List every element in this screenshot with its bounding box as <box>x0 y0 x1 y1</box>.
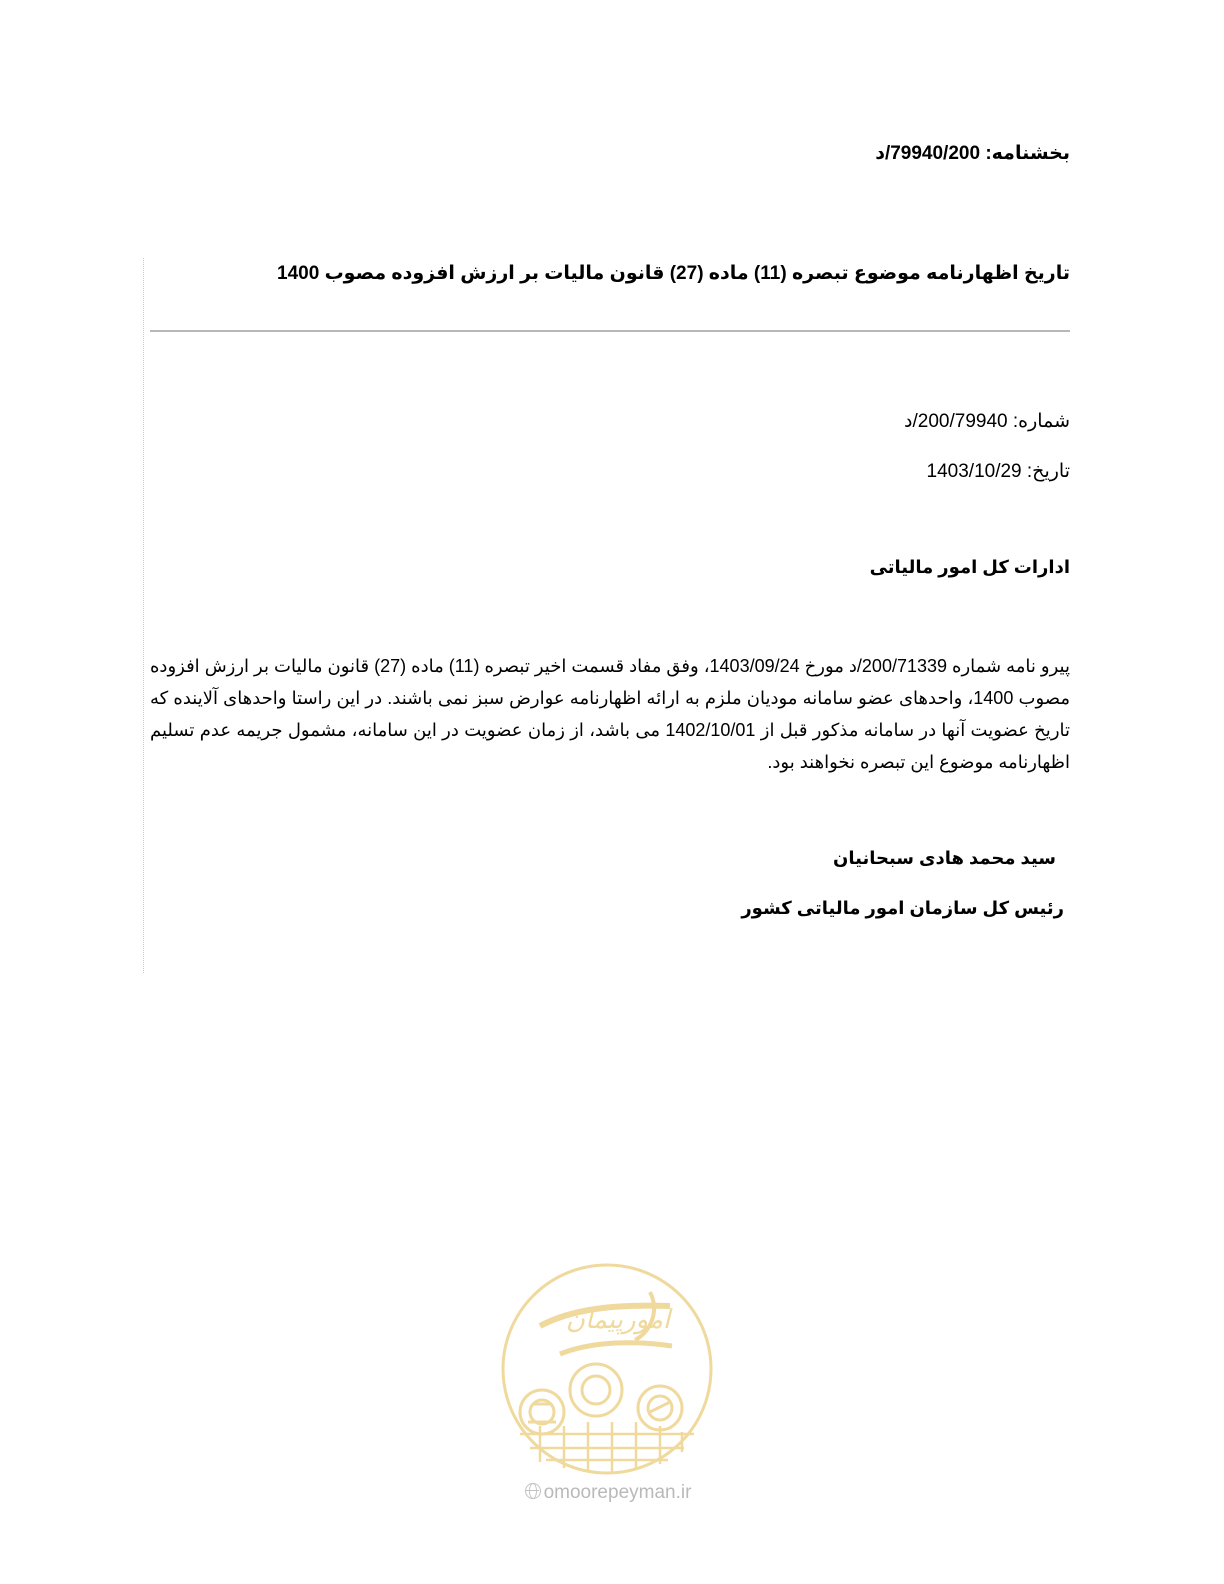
document-title: تاریخ اظهارنامه موضوع تبصره (11) ماده (27) قانون مالیات بر ارزش افزوده مصوب 1400 <box>277 263 1070 284</box>
letter-number <box>904 410 1070 433</box>
letter-date <box>927 460 1070 483</box>
letter-number-label: شماره: <box>1012 411 1070 432</box>
letter-date-value: 1403/10/29 <box>926 461 1022 482</box>
globe-icon <box>525 1483 541 1499</box>
letter-number-value: 200/79940/د <box>904 411 1008 432</box>
circular-label: بخشنامه: <box>985 143 1070 164</box>
watermark-url-text: omoorepeyman.ir <box>543 1482 692 1503</box>
signer-title: رئیس کل سازمان امور مالیاتی کشور <box>741 898 1064 918</box>
watermark-logo-text: امورپیمان <box>565 1305 671 1335</box>
letter-date-label: تاریخ: <box>1026 461 1070 482</box>
circular-number: 79940/200/د <box>875 143 981 164</box>
watermark-url <box>508 1482 708 1504</box>
watermark-logo <box>500 1262 714 1476</box>
frame-left-rule <box>143 258 144 973</box>
body-paragraph: پیرو نامه شماره 200/71339/د مورخ 1403/09/24، وفق مفاد قسمت اخیر تبصره (11) ماده (27) قانون مالیات بر ارزش افزوده مصوب 1400، واحدهای عضو سامانه مودیان ملزم به ارائه اظهارنامه عوارض سبز نمی باشند. در این راستا واحدهای آلاینده که تاریخ عضویت آنها در سامانه مذکور قبل از 1402/10/01 می باشد، از زمان عضویت در این سامانه، مشمول جریمه عدم تسلیم اظهارنامه موضوع این تبصره نخواهند بود. <box>150 656 1071 772</box>
circular-header <box>875 142 1070 165</box>
title-divider <box>150 330 1070 332</box>
signer-name: سید محمد هادی سبحانیان <box>832 848 1056 868</box>
recipient: ادارات کل امور مالیاتی <box>869 557 1070 577</box>
